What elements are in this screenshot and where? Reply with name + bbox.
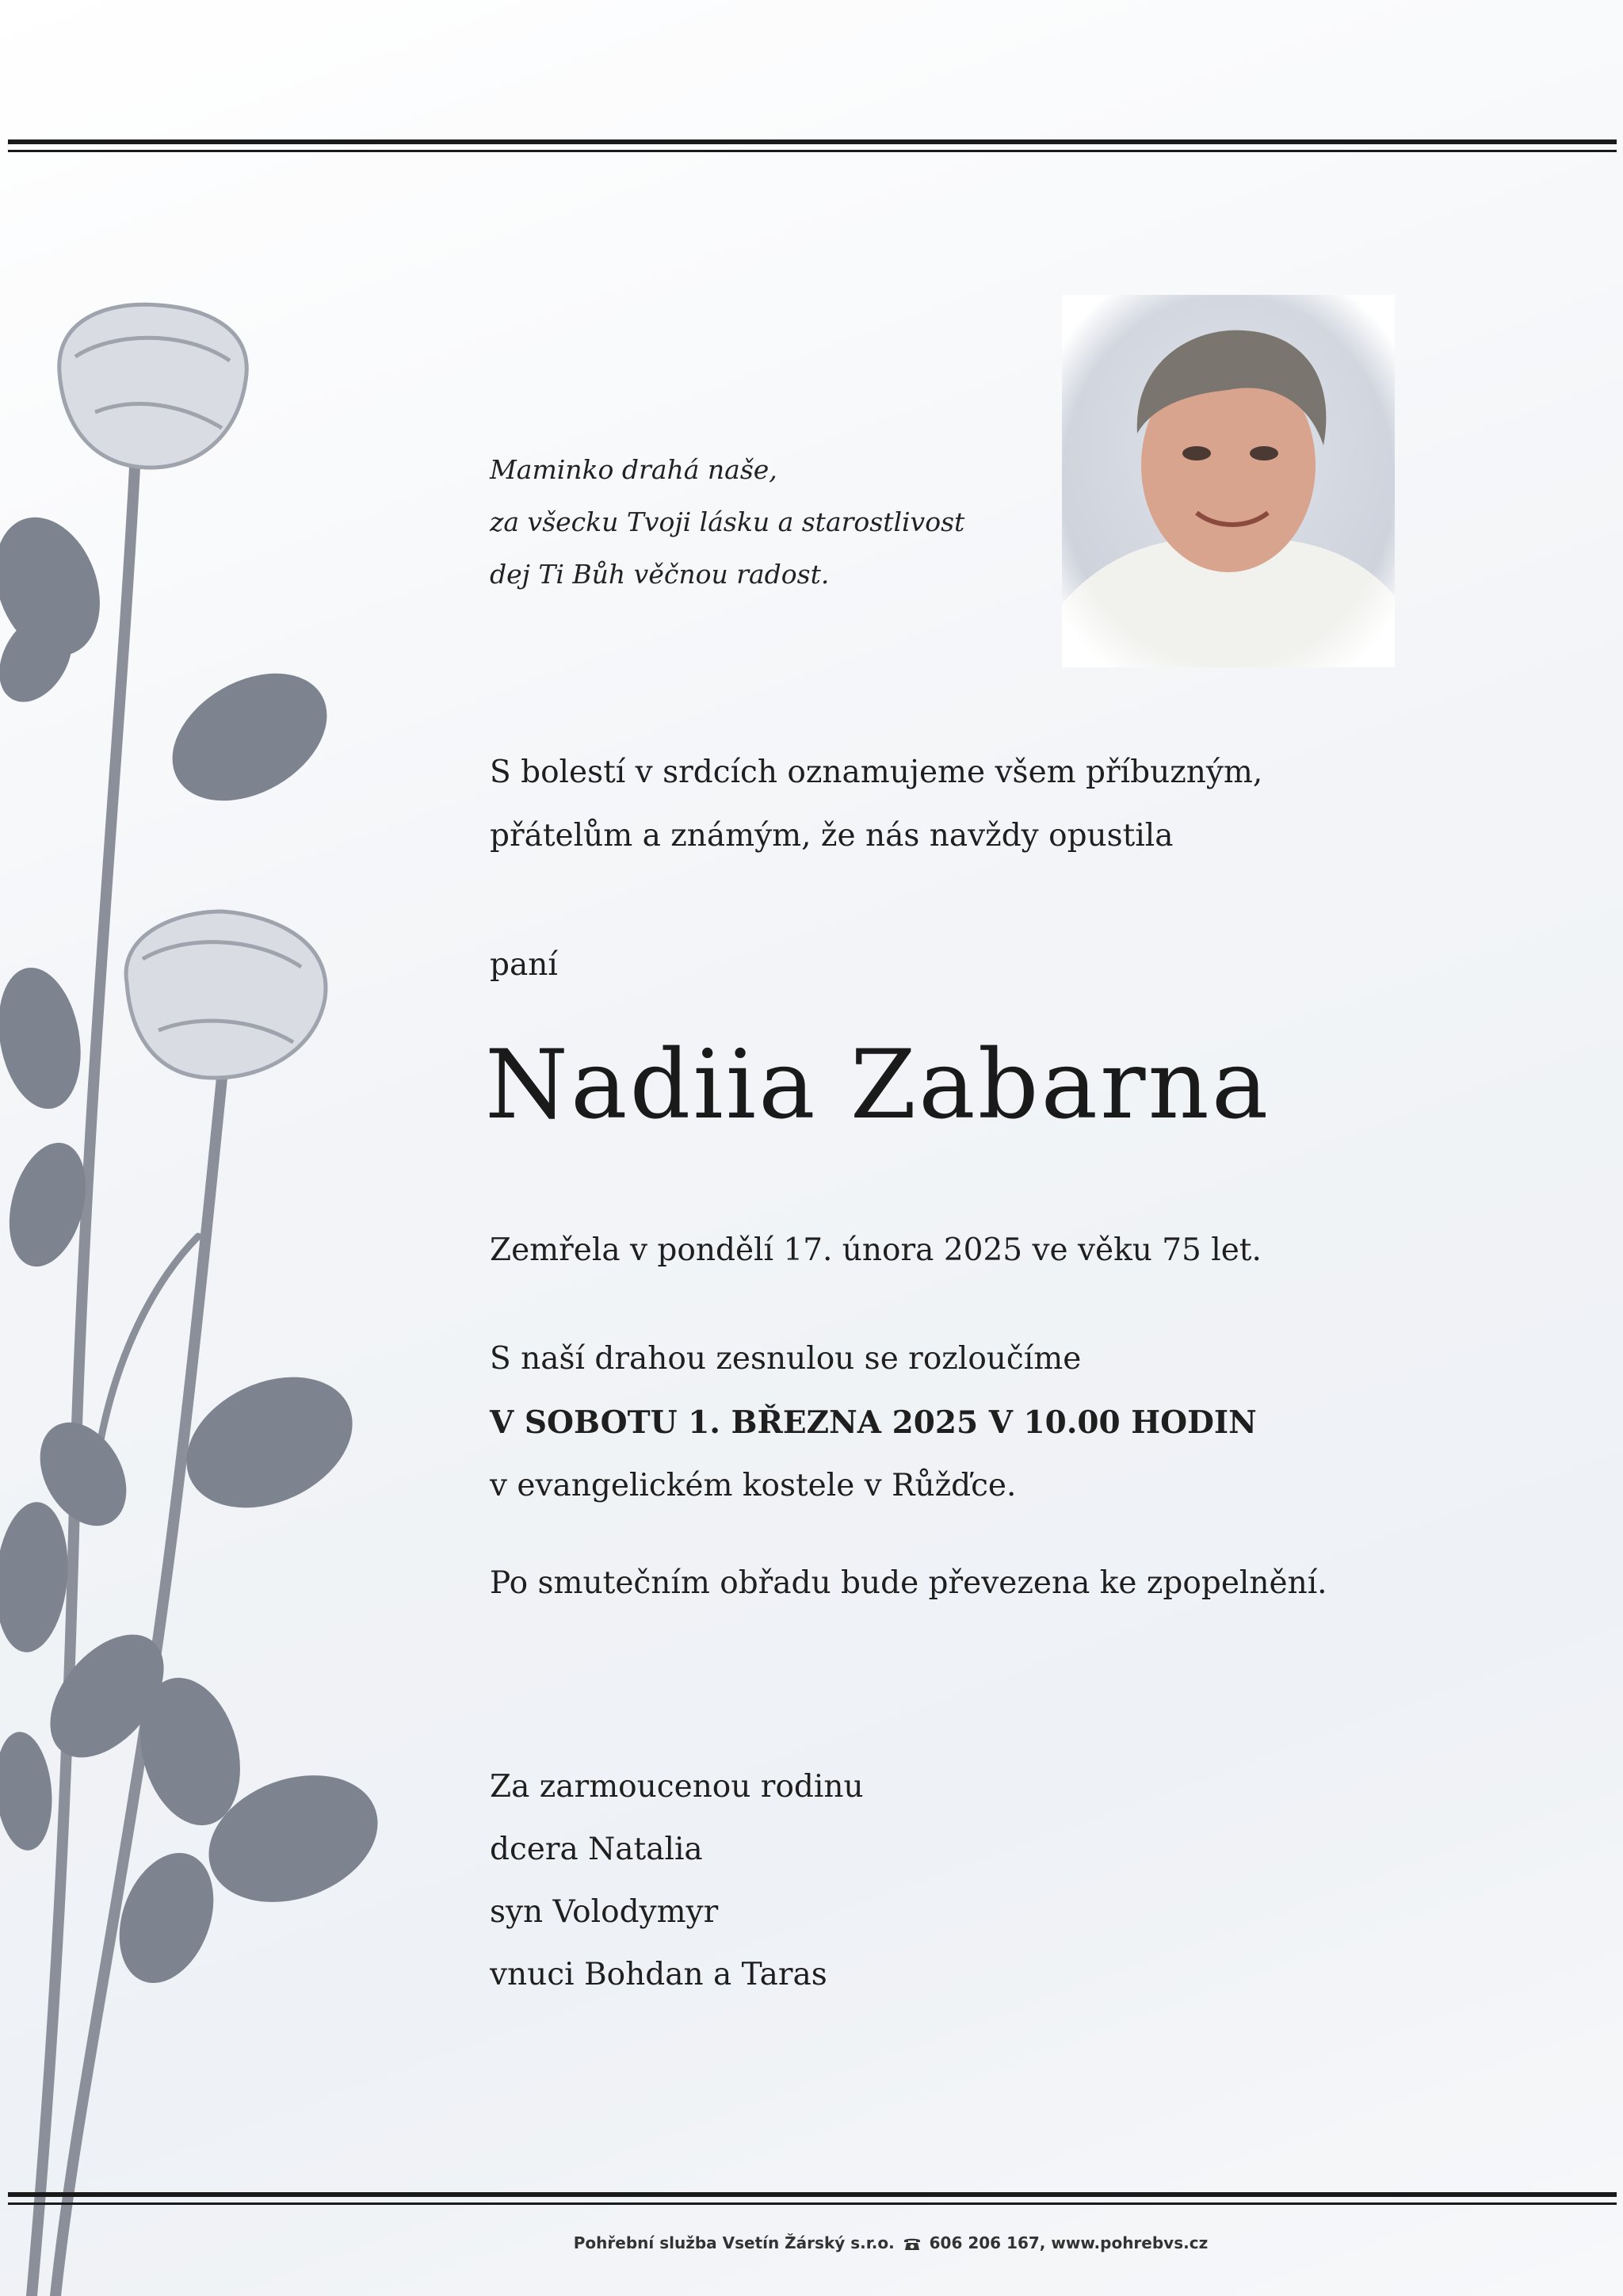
intro-line: S bolestí v srdcích oznamujeme všem příbuzným, [490, 755, 1263, 790]
rose-illustration [0, 285, 380, 2296]
honorific: paní [490, 947, 558, 983]
family-line: dcera Natalia [490, 1832, 703, 1867]
footer-phone: 606 206 167, [929, 2233, 1046, 2252]
verse-line: Maminko drahá naše, [490, 454, 777, 485]
telephone-icon [903, 2237, 921, 2251]
family-signature [490, 1755, 864, 2006]
footer-company: Pohřební služba Vsetín Žárský s.r.o. [573, 2233, 895, 2252]
farewell-details [490, 1328, 1257, 1518]
deceased-name: Nadiia Zabarna [485, 1030, 1271, 1140]
top-rule-thick [8, 139, 1617, 144]
funeral-service-footer [0, 2233, 1623, 2252]
farewell-datetime: V SOBOTU 1. BŘEZNA 2025 V 10.00 HODIN [490, 1404, 1257, 1441]
footer-website: www.pohrebvs.cz [1051, 2233, 1209, 2252]
farewell-place: v evangelickém kostele v Růžďce. [490, 1468, 1017, 1503]
bottom-rule-thick [8, 2192, 1617, 2197]
family-line: vnuci Bohdan a Taras [490, 1957, 827, 1992]
family-line: Za zarmoucenou rodinu [490, 1769, 864, 1805]
memorial-verse [490, 444, 997, 601]
announcement-intro [490, 741, 1262, 868]
verse-line: dej Ti Bůh věčnou radost. [490, 559, 830, 590]
death-statement: Zemřela v pondělí 17. února 2025 ve věku 75 let. [490, 1232, 1262, 1268]
verse-line: za všecku Tvoji lásku a starostlivost [490, 506, 965, 537]
farewell-line: S naší drahou zesnulou se rozloučíme [490, 1341, 1082, 1377]
family-line: syn Volodymyr [490, 1894, 719, 1930]
intro-line: přátelům a známým, že nás navždy opustila [490, 818, 1174, 854]
bottom-rule-thin [8, 2202, 1617, 2205]
portrait-photo [1062, 295, 1395, 667]
ceremony-note: Po smutečním obřadu bude převezena ke zpopelnění. [490, 1565, 1327, 1601]
top-rule-thin [8, 150, 1617, 152]
